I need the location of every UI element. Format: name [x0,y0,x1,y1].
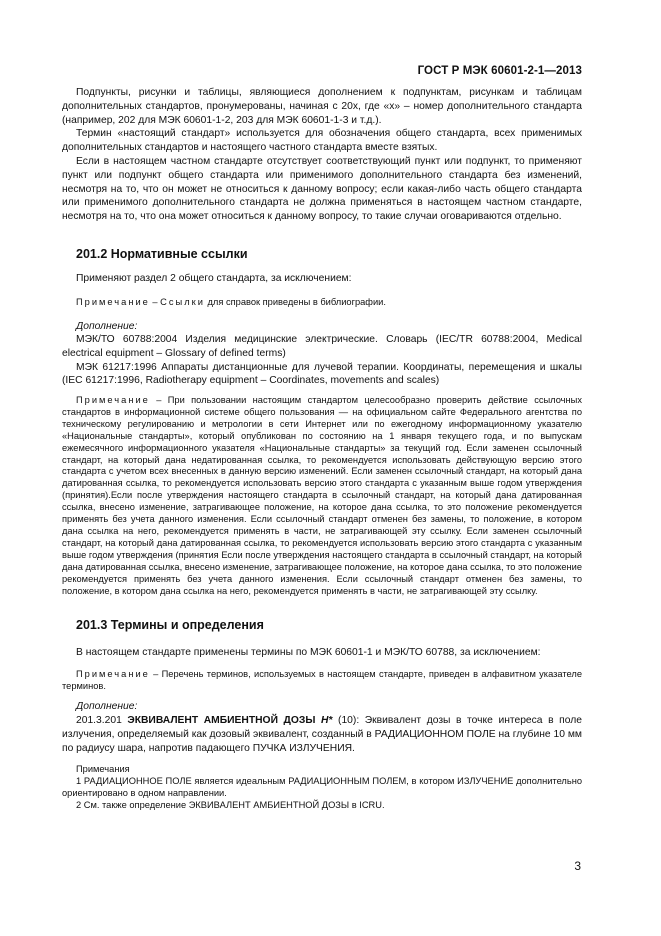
terms-apply-text [76,646,582,660]
normative-apply-text [76,272,582,286]
term-number: 201.3.201 [76,715,122,726]
term-name: ЭКВИВАЛЕНТ АМБИЕНТНОЙ ДОЗЫ [127,715,316,726]
page-number: 3 [574,859,581,873]
long-note-text: – При пользовании настоящим стандартом целесообразно проверить действие ссылочных стандартов в информационной системе общего пользования — на официальном сайте Федерального агентства по техническому регулированию и метрологии в сети Интернет или по ежегодному информационному указателю «Национальные стандарты», который опубликован по состоянию на 1 января текущего года, и по выпускам ежемесячного информационного указателя «Национальные стандарты» за текущий год. Если заменен ссылочный стандарт, на который дана недатированная ссылка, то рекомендуется использовать действующую версию этого стандарта с учетом всех внесенных в данную версию изменений. Если заменен ссылочный стандарт, на который дана датированная ссылка, то рекомендуется использовать версию этого стандарта с указанным выше годом утверждения (принятия).Если после утверждения настоящего стандарта в ссылочный стандарт, на который дана датированная ссылка, внесено изменение, затрагивающее положение, на которое дана ссылка, то это положение рекомендуется применять без учета данного изменения. Если ссылочный стандарт отменен без замены, то положение, в котором дана ссылка на него, рекомендуется применять в части, не затрагивающей эту ссылку. Если заменен ссылочный стандарт, на который дана датированная ссылка, то рекомендуется использовать версию этого стандарта с указанным выше годом утверждения (принятия Если после утверждения настоящего стандарта в ссылочный стандарт, на который дана датированная ссылка, внесено изменение, затрагивающее положение, на которое дана ссылка, то это положение рекомендуется применять без учета данного изменения. Если ссылочный стандарт отменен без замены, то положение, в котором дана ссылка на него, рекомендуется применять в части, не затрагивающей эту ссылку. [62,395,582,596]
section-heading-201-2: 201.2 Нормативные ссылки [76,247,248,261]
addition-label: Дополнение: [76,701,138,712]
section-heading-201-3: 201.3 Термины и определения [76,618,264,632]
term-notes [62,764,582,812]
term-definition [62,714,582,755]
intro-paragraph: Термин «настоящий стандарт» используется для обозначения общего стандарта, всех применимых дополнительных стандартов и настоящего частного стандарта вместе взятых. [62,128,582,154]
short-note [76,297,582,309]
long-note [62,395,582,597]
apply-statement: Применяют раздел 2 общего стандарта, за исключением: [76,273,352,284]
terms-note [62,669,582,693]
notes-title: Примечания [76,764,130,774]
addition-label-201-2 [76,320,582,334]
reference-item: МЭК/ТО 60788:2004 Изделия медицинские электрические. Словарь (IEC/TR 60788:2004, Medical electrical equipment – Glossary of defined terms) [62,334,582,359]
long-note-label: Примечание [76,395,150,405]
note-text: для справок приведены в библиографии. [207,297,386,307]
references-list [62,333,582,388]
term-note-item: 1 РАДИАЦИОННОЕ ПОЛЕ является идеальным РАДИАЦИОННЫМ ПОЛЕМ, в котором ИЗЛУЧЕНИЕ дополнительно ориентировано в одном направлении. [62,775,582,798]
note-spaced-word: Ссылки [160,297,205,307]
addition-label-201-3 [76,700,582,714]
intro-block [62,86,582,224]
note-dash: – [152,297,158,307]
addition-label: Дополнение: [76,321,138,332]
note-text: – Перечень терминов, используемых в настоящем стандарте, приведен в алфавитном указателе терминов. [62,669,582,691]
apply-statement: В настоящем стандарте применены термины по МЭК 60601-1 и МЭК/ТО 60788, за исключением: [76,647,541,658]
reference-item: МЭК 61217:1996 Аппараты дистанционные для лучевой терапии. Координаты, перемещения и шкалы (IEC 61217:1996, Radiotherapy equipment – Coordinates, movements and scales) [62,361,582,387]
term-note-item: 2 См. также определение ЭКВИВАЛЕНТ АМБИЕНТНОЙ ДОЗЫ в ICRU. [76,799,385,810]
document-header-id: ГОСТ Р МЭК 60601-2-1—2013 [417,65,582,77]
note-label: Примечание [76,669,150,679]
term-definition-text: (10): Эквивалент дозы в точке интереса в поле излучения, определяемый как дозовый эквивалент, созданный в РАДИАЦИОННОМ ПОЛЕ на глубине 10 мм по радиусу шара, напротив падающего ПУЧКА ИЗЛУЧЕНИЯ. [62,715,582,754]
intro-paragraph: Подпункты, рисунки и таблицы, являющиеся дополнением к подпунктам, рисункам и таблицам дополнительных стандартов, пронумерованы, начиная с 20х, где «х» – номер дополнительного стандарта (например, 202 для МЭК 60601-1-2, 203 для МЭК 60601-1-3 и т.д.). [62,87,582,126]
note-label: Примечание [76,297,150,307]
term-symbol: H* [321,715,333,726]
intro-paragraph: Если в настоящем частном стандарте отсутствует соответствующий пункт или подпункт, то применяют пункт или подпункт общего стандарта или применимого дополнительного стандарта без изменений, несмотря на то, что он может не относиться к данному вопросу; если какая-либо часть общего стандарта или применимого дополнительного стандарта не должна применяться в настоящем частном стандарте, несмотря на то, что она может относиться к данному вопросу, то такие случаи оговариваются отдельно. [62,155,582,223]
